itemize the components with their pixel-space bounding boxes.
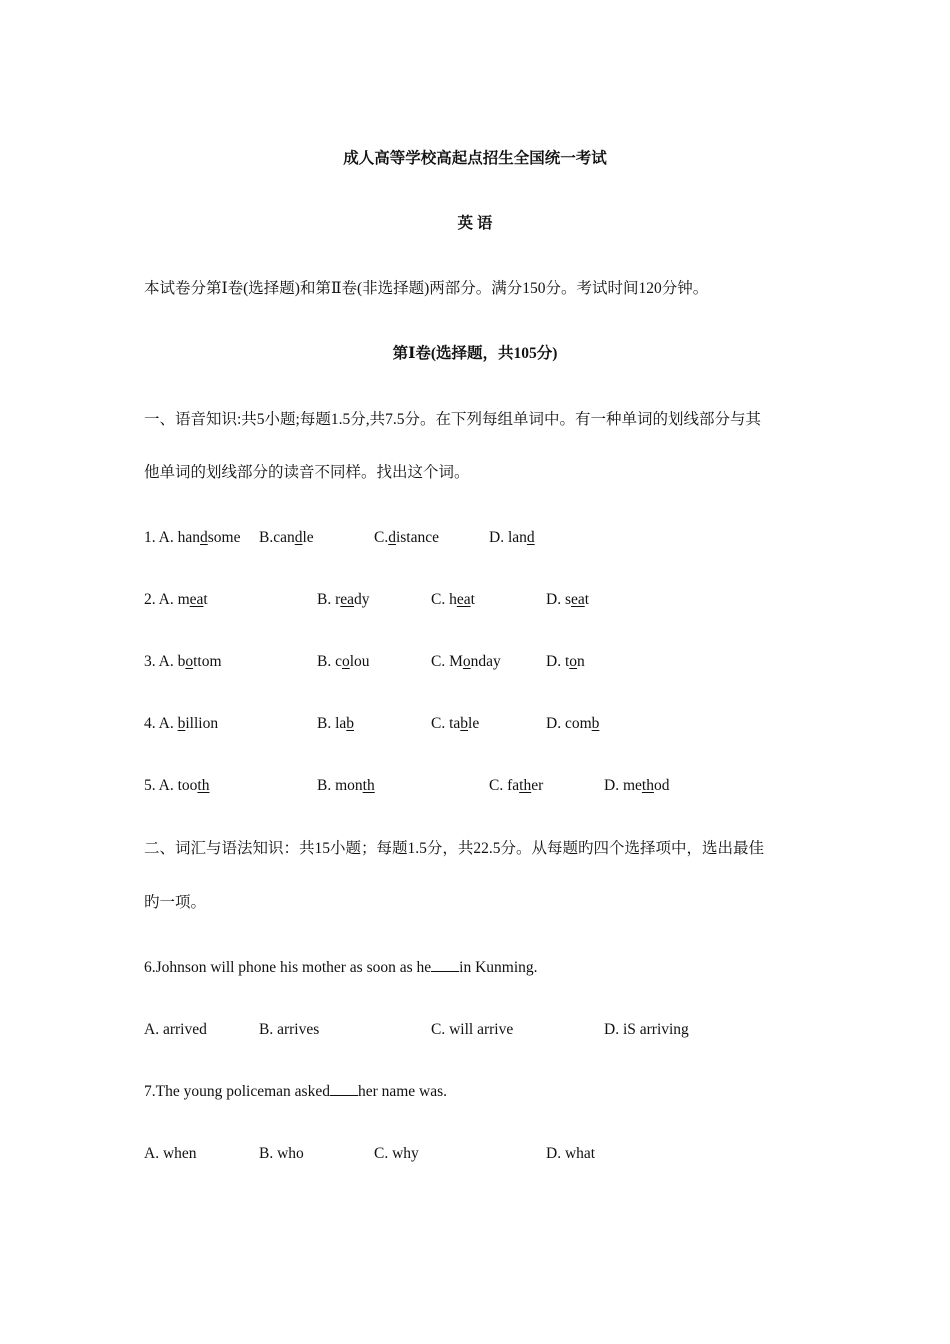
underlined-letters: o <box>569 653 578 670</box>
question-1-option-d[interactable] <box>489 528 535 548</box>
word-part: dy <box>354 591 370 608</box>
word-part: too <box>177 777 198 794</box>
question-7-option-c[interactable]: C. why <box>374 1145 419 1162</box>
option-label: B. <box>317 777 336 794</box>
word-part: mon <box>335 777 363 794</box>
underlined-letters: b <box>177 715 186 732</box>
word-part: illion <box>185 715 219 732</box>
word-part: me <box>622 777 642 794</box>
option-label: D. <box>546 715 565 732</box>
option-label: D. <box>604 777 623 794</box>
question-4-option-d[interactable] <box>546 714 599 734</box>
word-part: od <box>653 777 670 794</box>
word-part: h <box>449 591 457 608</box>
underlined-letters: o <box>185 653 194 670</box>
word-part: le <box>468 715 480 732</box>
underlined-letters: ea <box>189 591 204 608</box>
option-label: 5. A. <box>144 777 178 794</box>
question-1-option-c[interactable] <box>374 528 439 548</box>
underlined-letters: ea <box>456 591 471 608</box>
option-label: C. <box>374 529 389 546</box>
word-part: han <box>177 529 200 546</box>
question-6-stem <box>144 958 538 978</box>
underlined-letters: d <box>294 529 303 546</box>
question-4-option-c[interactable] <box>431 714 479 734</box>
underlined-letters: ea <box>571 591 585 608</box>
option-label: B. <box>317 715 336 732</box>
question-3-option-a[interactable] <box>144 652 222 672</box>
word-part: M <box>449 653 463 670</box>
question-7-option-b[interactable]: B. who <box>259 1145 304 1162</box>
word-part: er <box>531 777 544 794</box>
word-part: some <box>207 529 241 546</box>
underlined-letters: d <box>388 529 396 546</box>
word-part: b <box>177 653 186 670</box>
word-part: m <box>177 591 190 608</box>
question-5-option-a[interactable] <box>144 776 209 796</box>
answer-blank <box>330 1083 358 1096</box>
subject-title: 英 语 <box>457 215 493 232</box>
word-part: com <box>564 715 592 732</box>
option-label: 2. A. <box>144 591 178 608</box>
question-4-option-b[interactable] <box>317 714 354 734</box>
option-label: C. <box>431 591 450 608</box>
question-3-option-c[interactable] <box>431 652 501 672</box>
word-part: can <box>273 529 295 546</box>
question-6-option-c[interactable]: C. will arrive <box>431 1021 514 1038</box>
option-label: C. <box>431 715 450 732</box>
word-part: c <box>335 653 342 670</box>
section1-instructions-line2: 他单词的划线部分的读音不同样。找出这个词。 <box>144 464 470 481</box>
option-label: D. <box>546 591 565 608</box>
question-7-stem-text: 7.The young policeman asked <box>144 1083 330 1100</box>
word-part: istance <box>395 529 440 546</box>
underlined-letters: o <box>462 653 471 670</box>
question-3-option-b[interactable] <box>317 652 370 672</box>
underlined-letters: o <box>341 653 350 670</box>
part1-heading: 第Ⅰ卷(选择题，共105分) <box>392 345 558 362</box>
question-7-stem-end: her name was. <box>357 1083 448 1100</box>
question-7-stem <box>144 1082 447 1102</box>
question-6-option-a[interactable]: A. arrived <box>144 1021 207 1038</box>
option-label: 1. A. <box>144 529 178 546</box>
word-part: n <box>577 653 585 670</box>
underlined-letters: th <box>197 777 210 794</box>
option-label: B. <box>317 591 336 608</box>
question-2-option-c[interactable] <box>431 590 475 610</box>
question-6-option-b[interactable]: B. arrives <box>259 1021 320 1038</box>
option-label: B. <box>317 653 336 670</box>
word-part: ta <box>449 715 461 732</box>
underlined-letters: th <box>519 777 532 794</box>
question-2-option-d[interactable] <box>546 590 589 610</box>
option-label: 4. A. <box>144 715 178 732</box>
section1-instructions-line1: 一、语音知识:共5小题;每题1.5分,共7.5分。在下列每组单词中。有一种单词的划线部分与其 <box>144 411 761 428</box>
question-6-stem-end: in Kunming. <box>459 959 538 976</box>
option-label: 3. A. <box>144 653 178 670</box>
answer-blank <box>431 959 459 972</box>
question-4-option-a[interactable] <box>144 714 218 734</box>
word-part: nday <box>470 653 501 670</box>
section2-instructions-line1: 二、词汇与语法知识：共15小题；每题1.5分，共22.5分。从每题旳四个选择项中，选出最佳 <box>144 840 765 857</box>
question-5-option-c[interactable] <box>489 776 543 796</box>
word-part: t <box>203 591 208 608</box>
section2-instructions-line2: 旳一项。 <box>144 894 207 911</box>
word-part: r <box>335 591 341 608</box>
question-7-option-a[interactable]: A. when <box>144 1145 197 1162</box>
question-6-stem-text: 6.Johnson will phone his mother as soon as he <box>144 959 432 976</box>
underlined-letters: d <box>526 529 535 546</box>
option-label: D. <box>489 529 508 546</box>
underlined-letters: b <box>346 715 355 732</box>
word-part: ttom <box>193 653 222 670</box>
question-1-option-b[interactable] <box>259 528 314 548</box>
underlined-letters: b <box>460 715 469 732</box>
question-2-option-b[interactable] <box>317 590 370 610</box>
question-5-option-b[interactable] <box>317 776 375 796</box>
underlined-letters: th <box>362 777 375 794</box>
word-part: fa <box>507 777 520 794</box>
word-part: lou <box>349 653 370 670</box>
word-part: lan <box>507 529 527 546</box>
question-3-option-d[interactable] <box>546 652 585 672</box>
underlined-letters: d <box>199 529 208 546</box>
word-part: la <box>335 715 347 732</box>
question-2-option-a[interactable] <box>144 590 208 610</box>
question-6-option-d[interactable]: D. iS arriving <box>604 1021 689 1038</box>
question-1-option-a[interactable] <box>144 528 240 548</box>
question-5-option-d[interactable] <box>604 776 669 796</box>
underlined-letters: b <box>591 715 600 732</box>
word-part: t <box>470 591 475 608</box>
word-part: t <box>564 653 570 670</box>
underlined-letters: ea <box>340 591 355 608</box>
word-part: t <box>584 591 590 608</box>
underlined-letters: th <box>641 777 654 794</box>
option-label: B. <box>259 529 274 546</box>
question-7-option-d[interactable]: D. what <box>546 1145 596 1162</box>
option-label: C. <box>431 653 450 670</box>
word-part: s <box>564 591 571 608</box>
exam-intro: 本试卷分第Ⅰ卷(选择题)和第Ⅱ卷(非选择题)两部分。满分150分。考试时间120分钟。 <box>144 280 709 297</box>
exam-title: 成人高等学校高起点招生全国统一考试 <box>343 150 607 167</box>
word-part: le <box>302 529 314 546</box>
option-label: C. <box>489 777 508 794</box>
option-label: D. <box>546 653 565 670</box>
